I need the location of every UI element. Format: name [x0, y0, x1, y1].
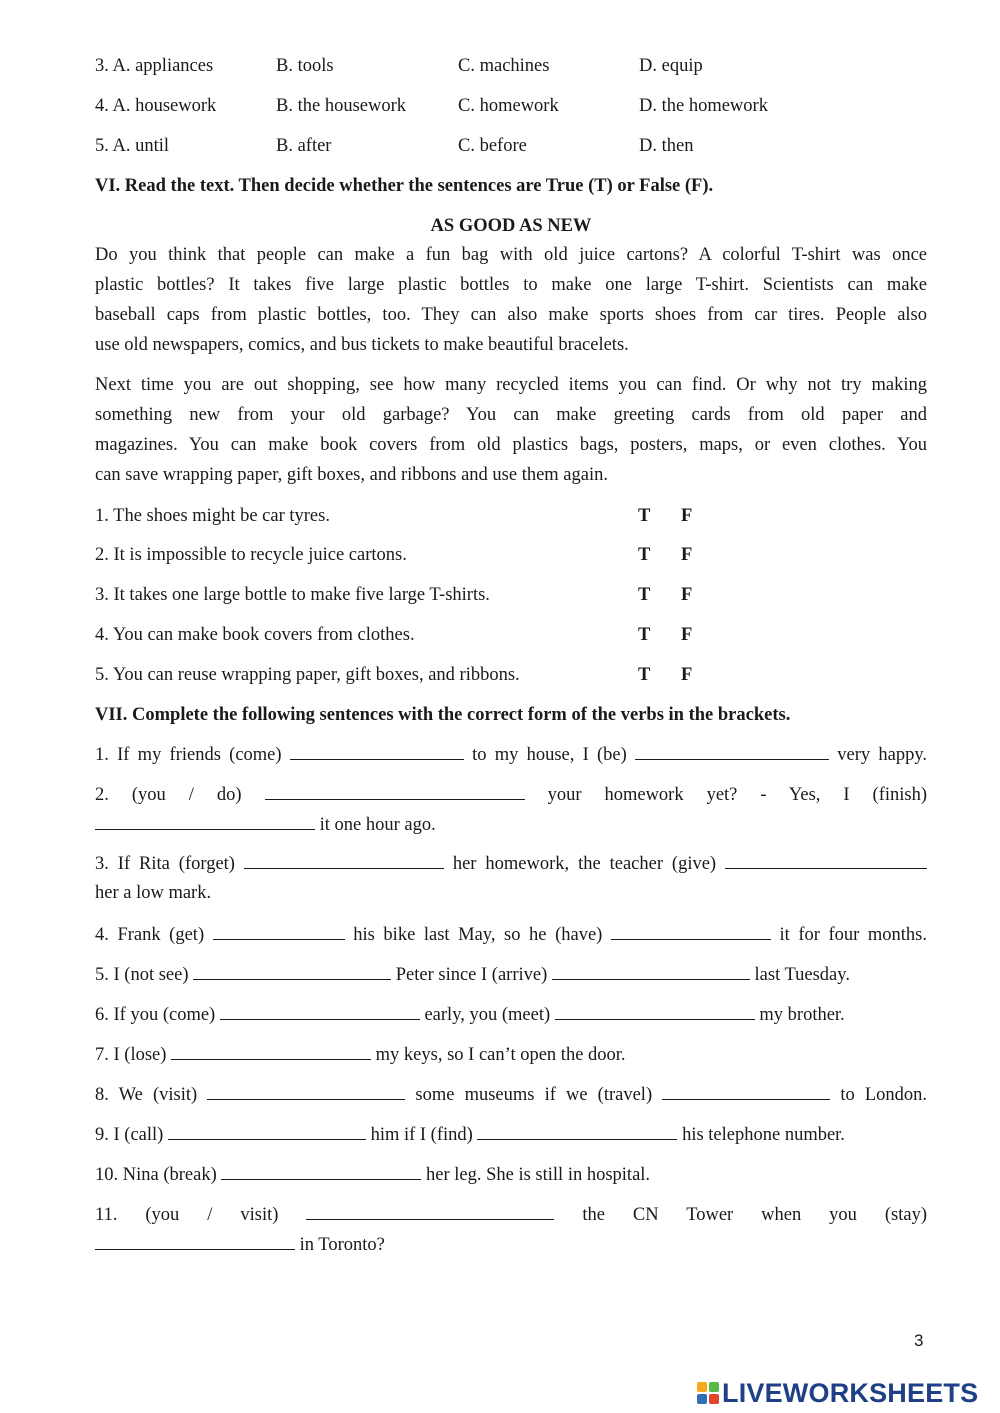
logo-square: [709, 1394, 719, 1404]
answer-blank[interactable]: [207, 1084, 405, 1100]
question-text: 6. If you (come): [95, 1005, 216, 1025]
statement-text: 1. The shoes might be car tyres.: [95, 506, 330, 526]
logo-text: LIVEWORKSHEETS: [722, 1377, 979, 1408]
tf-statement-4: [95, 625, 927, 646]
answer-blank[interactable]: [213, 924, 345, 940]
question-text: my keys, so I can’t open the door.: [375, 1045, 626, 1065]
section-7-heading: VII. Complete the following sentences with the correct form of the verbs in the brackets.: [95, 705, 791, 725]
paragraph-line: Do you think that people can make a fun bag with old juice cartons? A colorful T-shirt was once: [95, 245, 927, 265]
paragraph-line: plastic bottles? It takes five large plastic bottles to make one large T-shirt. Scientists can make: [95, 275, 927, 295]
question-text: it for four months.: [779, 925, 928, 945]
logo-square: [697, 1382, 707, 1392]
question-text: 2. (you / do): [95, 785, 242, 805]
statement-text: 3. It takes one large bottle to make five large T-shirts.: [95, 585, 490, 605]
reading-paragraph-2: [95, 370, 927, 490]
question-text: 4. Frank (get): [95, 925, 205, 945]
answer-blank[interactable]: [221, 1164, 421, 1180]
answer-blank[interactable]: [193, 964, 391, 980]
option-a[interactable]: 3. A. appliances: [95, 56, 214, 76]
false-option[interactable]: F: [681, 545, 693, 565]
option-b[interactable]: B. tools: [276, 56, 334, 76]
answer-blank[interactable]: [477, 1124, 677, 1140]
question-text: to London.: [840, 1085, 928, 1105]
answer-blank[interactable]: [171, 1044, 371, 1060]
answer-blank[interactable]: [95, 1234, 295, 1250]
question-text: very happy.: [837, 745, 928, 765]
verb-question-11: [95, 1204, 927, 1264]
option-d[interactable]: D. the homework: [639, 96, 768, 116]
answer-blank[interactable]: [306, 1204, 554, 1220]
liveworksheets-logo-icon: [697, 1382, 719, 1404]
logo-square: [709, 1382, 719, 1392]
question-text: 8. We (visit): [95, 1085, 198, 1105]
question-text: to my house, I (be): [472, 745, 627, 765]
answer-blank[interactable]: [95, 814, 315, 830]
tf-statement-1: [95, 506, 927, 527]
answer-blank[interactable]: [168, 1124, 366, 1140]
statement-text: 4. You can make book covers from clothes.: [95, 625, 415, 645]
paragraph-line: magazines. You can make book covers from old plastics bags, posters, maps, or even clothes. You: [95, 435, 927, 455]
paragraph-line: something new from your old garbage? You can make greeting cards from old paper and: [95, 405, 927, 425]
answer-blank[interactable]: [555, 1004, 755, 1020]
option-d[interactable]: D. then: [639, 136, 694, 156]
verb-question-5: [95, 964, 927, 994]
question-text: him if I (find): [370, 1125, 473, 1145]
logo-square: [697, 1394, 707, 1404]
option-c[interactable]: C. before: [458, 136, 527, 156]
answer-blank[interactable]: [725, 853, 927, 869]
answer-blank[interactable]: [220, 1004, 420, 1020]
section-6-heading: VI. Read the text. Then decide whether the sentences are True (T) or False (F).: [95, 176, 714, 196]
verb-question-8: [95, 1084, 927, 1114]
answer-blank[interactable]: [265, 784, 525, 800]
question-text: 7. I (lose): [95, 1045, 167, 1065]
option-c[interactable]: C. homework: [458, 96, 559, 116]
question-text: your homework yet? - Yes, I (finish): [547, 785, 927, 805]
page-number: 3: [914, 1331, 924, 1350]
question-text: his telephone number.: [682, 1125, 845, 1145]
question-text: 11. (you / visit): [95, 1205, 279, 1225]
true-option[interactable]: T: [638, 506, 651, 526]
false-option[interactable]: F: [681, 585, 693, 605]
question-text: her homework, the teacher (give): [452, 854, 717, 874]
question-text: 1. If my friends (come): [95, 745, 282, 765]
question-text: last Tuesday.: [754, 965, 850, 985]
true-option[interactable]: T: [638, 585, 651, 605]
reading-title: AS GOOD AS NEW: [430, 216, 592, 236]
liveworksheets-logo: [697, 1378, 978, 1408]
option-a[interactable]: 4. A. housework: [95, 96, 217, 116]
answer-blank[interactable]: [244, 853, 444, 869]
option-b[interactable]: B. the housework: [276, 96, 406, 116]
answer-blank[interactable]: [635, 744, 829, 760]
verb-question-10: [95, 1164, 927, 1194]
paragraph-line: can save wrapping paper, gift boxes, and ribbons and use them again.: [95, 465, 608, 485]
false-option[interactable]: F: [681, 665, 693, 685]
tf-statement-2: [95, 545, 927, 566]
paragraph-line: use old newspapers, comics, and bus tickets to make beautiful bracelets.: [95, 335, 629, 355]
verb-question-7: [95, 1044, 927, 1074]
option-a[interactable]: 5. A. until: [95, 136, 170, 156]
answer-blank[interactable]: [611, 924, 771, 940]
question-text: Peter since I (arrive): [395, 965, 548, 985]
question-text: in Toronto?: [299, 1235, 385, 1255]
verb-question-4: [95, 924, 927, 954]
answer-blank[interactable]: [662, 1084, 830, 1100]
verb-question-6: [95, 1004, 927, 1034]
question-text: my brother.: [759, 1005, 845, 1025]
question-text: 9. I (call): [95, 1125, 164, 1145]
statement-text: 2. It is impossible to recycle juice cartons.: [95, 545, 407, 565]
option-c[interactable]: C. machines: [458, 56, 550, 76]
paragraph-line: Next time you are out shopping, see how many recycled items you can find. Or why not try making: [95, 375, 927, 395]
question-text: the CN Tower when you (stay): [582, 1205, 928, 1225]
verb-question-9: [95, 1124, 927, 1154]
option-b[interactable]: B. after: [276, 136, 332, 156]
true-option[interactable]: T: [638, 665, 651, 685]
true-option[interactable]: T: [638, 625, 651, 645]
option-d[interactable]: D. equip: [639, 56, 703, 76]
question-text: early, you (meet): [424, 1005, 551, 1025]
question-text: 10. Nina (break): [95, 1165, 217, 1185]
question-text: her leg. She is still in hospital.: [426, 1165, 651, 1185]
false-option[interactable]: F: [681, 625, 693, 645]
true-option[interactable]: T: [638, 545, 651, 565]
verb-question-1: [95, 744, 927, 774]
statement-text: 5. You can reuse wrapping paper, gift boxes, and ribbons.: [95, 665, 520, 685]
verb-question-2: [95, 784, 927, 844]
question-text: it one hour ago.: [319, 815, 436, 835]
question-text: her a low mark.: [95, 883, 212, 903]
question-text: 3. If Rita (forget): [95, 854, 235, 874]
question-text: some museums if we (travel): [415, 1085, 653, 1105]
tf-statement-3: [95, 585, 927, 606]
reading-paragraph-1: [95, 240, 927, 360]
false-option[interactable]: F: [681, 506, 693, 526]
question-text: 5. I (not see): [95, 965, 189, 985]
question-text: his bike last May, so he (have): [353, 925, 603, 945]
answer-blank[interactable]: [290, 744, 464, 760]
paragraph-line: baseball caps from plastic bottles, too. They can also make sports shoes from car tires. People also: [95, 305, 927, 325]
tf-statement-5: [95, 665, 927, 686]
answer-blank[interactable]: [552, 964, 750, 980]
verb-question-3: [95, 853, 927, 913]
